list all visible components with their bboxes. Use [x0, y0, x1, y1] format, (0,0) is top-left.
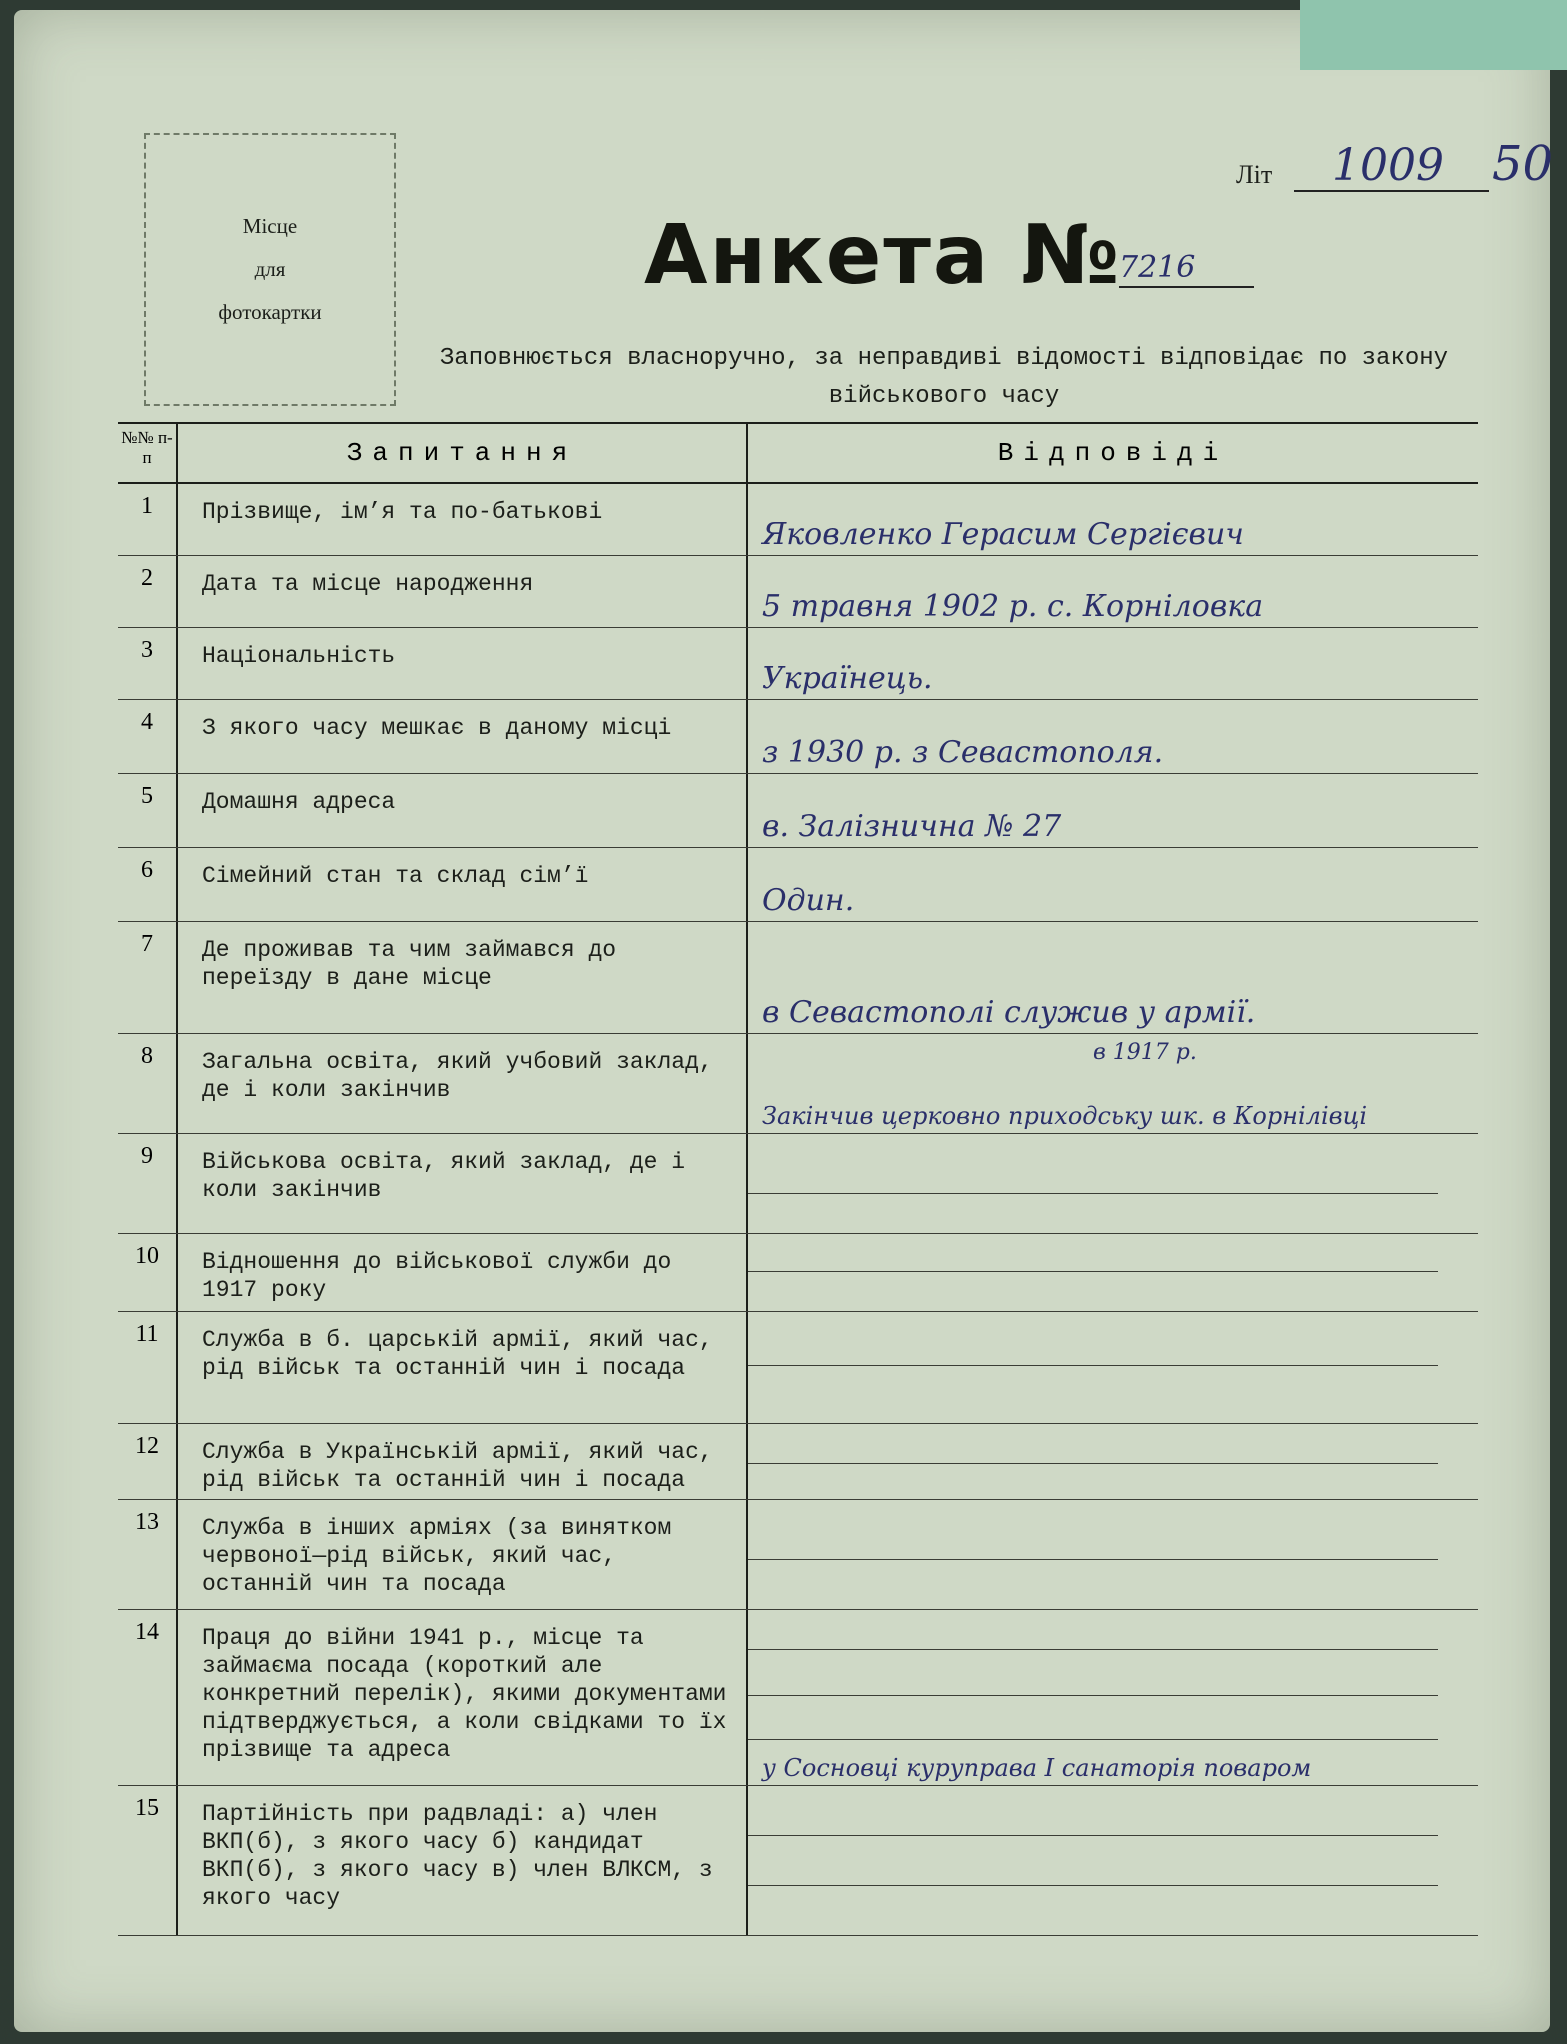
answer-line [748, 1559, 1438, 1560]
row-answer: Один. [762, 883, 855, 918]
row-number: 10 [118, 1234, 178, 1312]
lit-label: Літ [1236, 160, 1273, 189]
answer-line [748, 1271, 1438, 1272]
row-number: 14 [118, 1610, 178, 1786]
row-number: 3 [118, 628, 178, 700]
row-answer-cell [748, 1500, 1478, 1610]
answer-line [748, 1695, 1438, 1696]
answer-line [748, 1365, 1438, 1366]
row-question: Дата та місце народження [178, 556, 748, 628]
row-number: 12 [118, 1424, 178, 1500]
row-answer-note: в 1917 р. [1093, 1040, 1197, 1065]
table-row [118, 1500, 1478, 1610]
row-answer-cell [748, 848, 1478, 922]
table-row [118, 1034, 1478, 1134]
form-title: Анкета № [644, 208, 1122, 303]
row-number: 4 [118, 700, 178, 774]
row-question: Національність [178, 628, 748, 700]
row-number: 8 [118, 1034, 178, 1134]
row-answer-cell [748, 484, 1478, 556]
answer-line [748, 1835, 1438, 1836]
row-question: Відношення до військової служби до 1917 року [178, 1234, 748, 1312]
lit-number: 1009 [1332, 140, 1444, 191]
header-number: №№ п-п [118, 424, 178, 482]
row-answer: Яковленко Герасим Сергієвич [762, 517, 1244, 552]
answer-line [748, 1463, 1438, 1464]
form-page [14, 10, 1554, 2032]
answer-line [748, 1649, 1438, 1650]
table-row [118, 484, 1478, 556]
table-row [118, 1234, 1478, 1312]
row-number: 15 [118, 1786, 178, 1936]
table-row [118, 1134, 1478, 1234]
row-number: 7 [118, 922, 178, 1034]
header-question-label: Запитання [346, 438, 578, 468]
header-question [178, 424, 748, 482]
row-number: 11 [118, 1312, 178, 1424]
row-answer: з 1930 р. з Севастополя. [762, 735, 1164, 770]
row-answer-cell [748, 1424, 1478, 1500]
row-answer: Українець. [762, 661, 933, 696]
row-answer-cell [748, 628, 1478, 700]
form-number: 7216 [1119, 250, 1196, 285]
row-question: З якого часу мешкає в даному місці [178, 700, 748, 774]
table-row [118, 700, 1478, 774]
row-number: 2 [118, 556, 178, 628]
row-question: Партійність при радвладі: а) член ВКП(б), з якого часу б) кандидат ВКП(б), з якого часу в) член ВЛКСМ, з якого часу [178, 1786, 748, 1936]
answer-line [748, 1193, 1438, 1194]
row-number: 9 [118, 1134, 178, 1234]
photo-placeholder [144, 133, 396, 406]
photo-label-2: для [254, 257, 286, 281]
table-header [118, 424, 1478, 484]
row-question: Загальна освіта, який учбовий заклад, де і коли закінчив [178, 1034, 748, 1134]
table-row [118, 556, 1478, 628]
row-answer: в. Залізнична № 27 [762, 809, 1062, 844]
folder-edge [1300, 0, 1567, 70]
questionnaire-table [118, 422, 1478, 1936]
row-number: 6 [118, 848, 178, 922]
photo-label-3: фотокартки [218, 300, 322, 324]
row-question: Сімейний стан та склад сім’ї [178, 848, 748, 922]
row-question: Домашня адреса [178, 774, 748, 848]
table-row [118, 628, 1478, 700]
row-number: 1 [118, 484, 178, 556]
row-question: Військова освіта, який заклад, де і коли закінчив [178, 1134, 748, 1234]
row-answer-cell [748, 1234, 1478, 1312]
table-row [118, 1786, 1478, 1936]
table-row [118, 922, 1478, 1034]
row-answer-cell [748, 556, 1478, 628]
row-answer-cell [748, 1034, 1478, 1134]
photo-label-1: Місце [242, 214, 298, 238]
row-question: Праця до війни 1941 р., місце та займаєма посада (короткий але конкретний перелік), якими документами підтверджується, а коли свідками то їх прізвище та адреса [178, 1610, 748, 1786]
row-question: Служба в інших арміях (за винятком червоної—рід військ, який час, останній чин та посада [178, 1500, 748, 1610]
row-answer-cell [748, 1134, 1478, 1234]
answer-line [748, 1739, 1438, 1740]
table-row [118, 1610, 1478, 1786]
table-row [118, 848, 1478, 922]
row-number: 5 [118, 774, 178, 848]
row-question: Де проживав та чим займався до переїзду в дане місце [178, 922, 748, 1034]
table-row [118, 1312, 1478, 1424]
form-number-underline [1119, 286, 1254, 288]
header-answer [748, 424, 1478, 482]
table-row [118, 774, 1478, 848]
table-row [118, 1424, 1478, 1500]
row-question: Служба в б. царській армії, який час, рід військ та останній чин і посада [178, 1312, 748, 1424]
row-answer: Закінчив церковно приходську шк. в Корнілівці [762, 1102, 1368, 1130]
row-question: Служба в Українській армії, який час, рід військ та останній чин і посада [178, 1424, 748, 1500]
page-number: 50 [1492, 136, 1554, 192]
form-subtitle: Заповнюється власноручно, за неправдиві відомості відповідає по закону військового часу [439, 345, 1449, 410]
row-answer: у Сосновці куруправа І санаторія поваром [762, 1754, 1312, 1782]
row-answer-cell [748, 1312, 1478, 1424]
row-number: 13 [118, 1500, 178, 1610]
row-answer-cell [748, 774, 1478, 848]
row-question: Прізвище, ім’я та по-батькові [178, 484, 748, 556]
row-answer: в Севастополі служив у армії. [762, 995, 1256, 1030]
answer-line [748, 1885, 1438, 1886]
row-answer-cell [748, 922, 1478, 1034]
row-answer-cell [748, 1786, 1478, 1936]
header-answer-label: Відповіді [997, 438, 1229, 468]
row-answer-cell [748, 700, 1478, 774]
row-answer: 5 травня 1902 р. с. Корніловка [762, 589, 1264, 624]
row-answer-cell [748, 1610, 1478, 1786]
